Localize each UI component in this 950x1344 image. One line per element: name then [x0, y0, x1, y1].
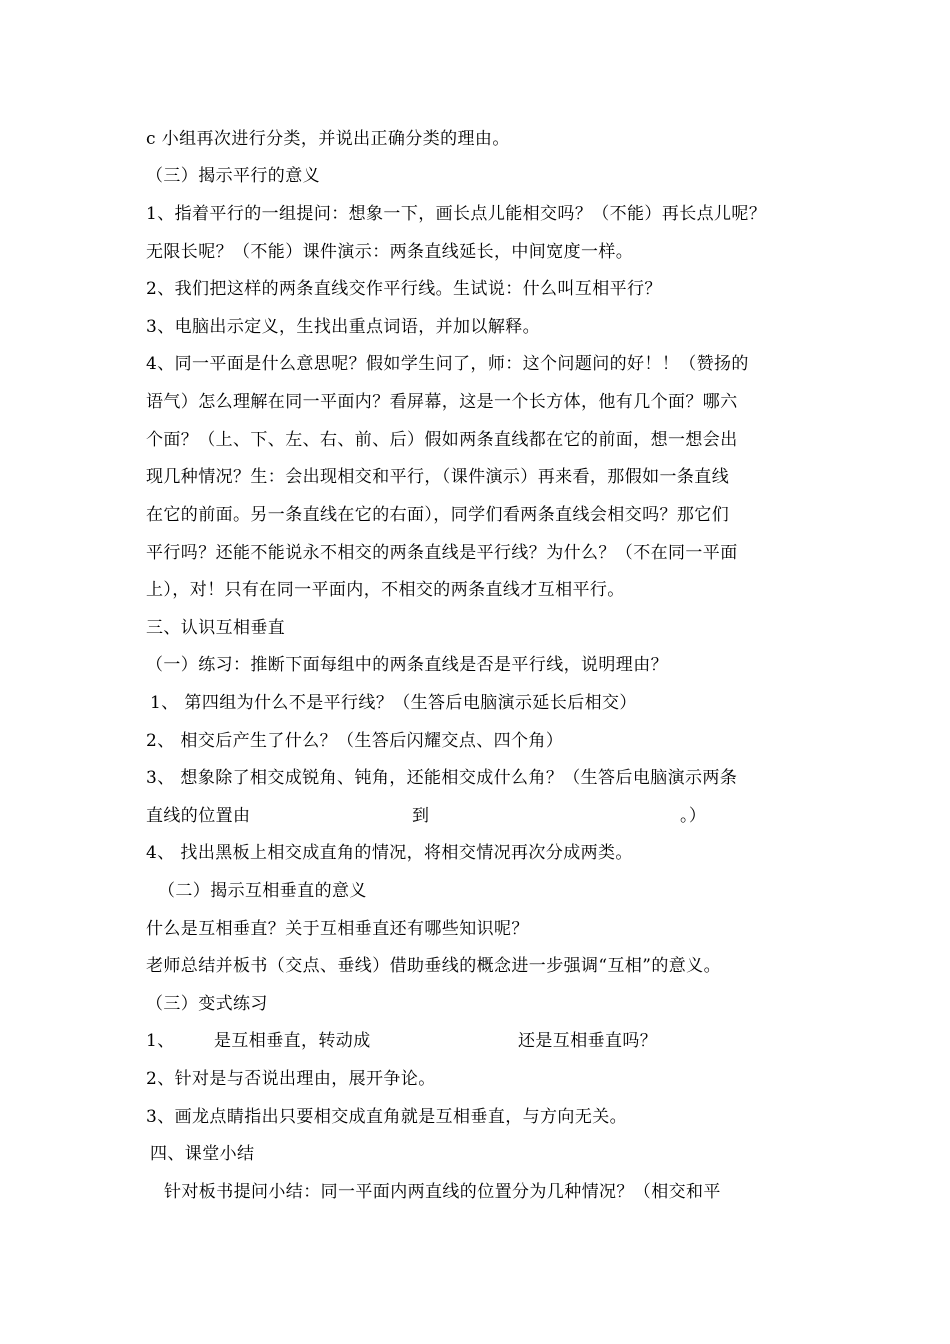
text-line: 2、针对是与否说出理由，展开争论。 [146, 1069, 436, 1089]
text-line: c 小组再次进行分类，并说出正确分类的理由。 [146, 129, 510, 149]
text-line: 针对板书提问小结：同一平面内两直线的位置分为几种情况？（相交和平 [164, 1182, 721, 1202]
section-heading: （一）练习：推断下面每组中的两条直线是否是平行线，说明理由？ [146, 655, 668, 675]
text-line: 1、 第四组为什么不是平行线？（生答后电脑演示延长后相交） [150, 693, 637, 713]
section-heading: （三）揭示平行的意义 [146, 166, 320, 186]
text-line-with-gaps [146, 1029, 686, 1053]
text-line: 1、指着平行的一组提问：想象一下，画长点儿能相交吗？（不能）再长点儿呢？ [146, 204, 767, 224]
text-line: 个面？（上、下、左、右、前、后）假如两条直线都在它的前面，想一想会出 [146, 430, 738, 450]
section-heading: （三）变式练习 [146, 994, 268, 1014]
text-line: 老师总结并板书（交点、垂线）借助垂线的概念进一步强调“互相”的意义。 [146, 956, 721, 976]
text-segment: 直线的位置由 [146, 806, 251, 826]
text-line: 3、电脑出示定义，生找出重点词语，并加以解释。 [146, 317, 541, 337]
text-segment: 还是互相垂直吗？ [518, 1031, 658, 1051]
text-line: 什么是互相垂直？关于互相垂直还有哪些知识呢？ [146, 919, 529, 939]
text-line-with-gaps [146, 804, 746, 828]
section-heading: 四、课堂小结 [150, 1144, 255, 1164]
text-line: 4、 找出黑板上相交成直角的情况，将相交情况再次分成两类。 [146, 843, 633, 863]
text-line: 3、画龙点睛指出只要相交成直角就是互相垂直，与方向无关。 [146, 1107, 628, 1127]
section-heading: 三、认识互相垂直 [146, 618, 286, 638]
text-line: 3、 想象除了相交成锐角、钝角，还能相交成什么角？（生答后电脑演示两条 [146, 768, 738, 788]
text-line: 在它的前面。另一条直线在它的右面），同学们看两条直线会相交吗？那它们 [146, 505, 730, 525]
text-segment: 1、 [146, 1031, 175, 1051]
text-line: 2、 相交后产生了什么？（生答后闪耀交点、四个角） [146, 731, 564, 751]
section-heading: （二）揭示互相垂直的意义 [158, 881, 367, 901]
text-line: 语气）怎么理解在同一平面内？看屏幕，这是一个长方体，他有几个面？哪六 [146, 392, 738, 412]
text-line: 现几种情况？生：会出现相交和平行，（课件演示）再来看，那假如一条直线 [146, 467, 730, 487]
text-line: 4、同一平面是什么意思呢？假如学生问了，师：这个问题问的好！！（赞扬的 [146, 354, 749, 374]
text-line: 2、我们把这样的两条直线交作平行线。生试说：什么叫互相平行？ [146, 279, 662, 299]
text-segment: 到 [412, 806, 430, 826]
text-segment: 。） [680, 806, 707, 826]
text-line: 无限长呢？（不能）课件演示：两条直线延长，中间宽度一样。 [146, 242, 634, 262]
text-segment: 是互相垂直，转动成 [214, 1031, 371, 1051]
text-line: 上），对！只有在同一平面内，不相交的两条直线才互相平行。 [146, 580, 625, 600]
text-line: 平行吗？还能不能说永不相交的两条直线是平行线？为什么？（不在同一平面 [146, 543, 738, 563]
